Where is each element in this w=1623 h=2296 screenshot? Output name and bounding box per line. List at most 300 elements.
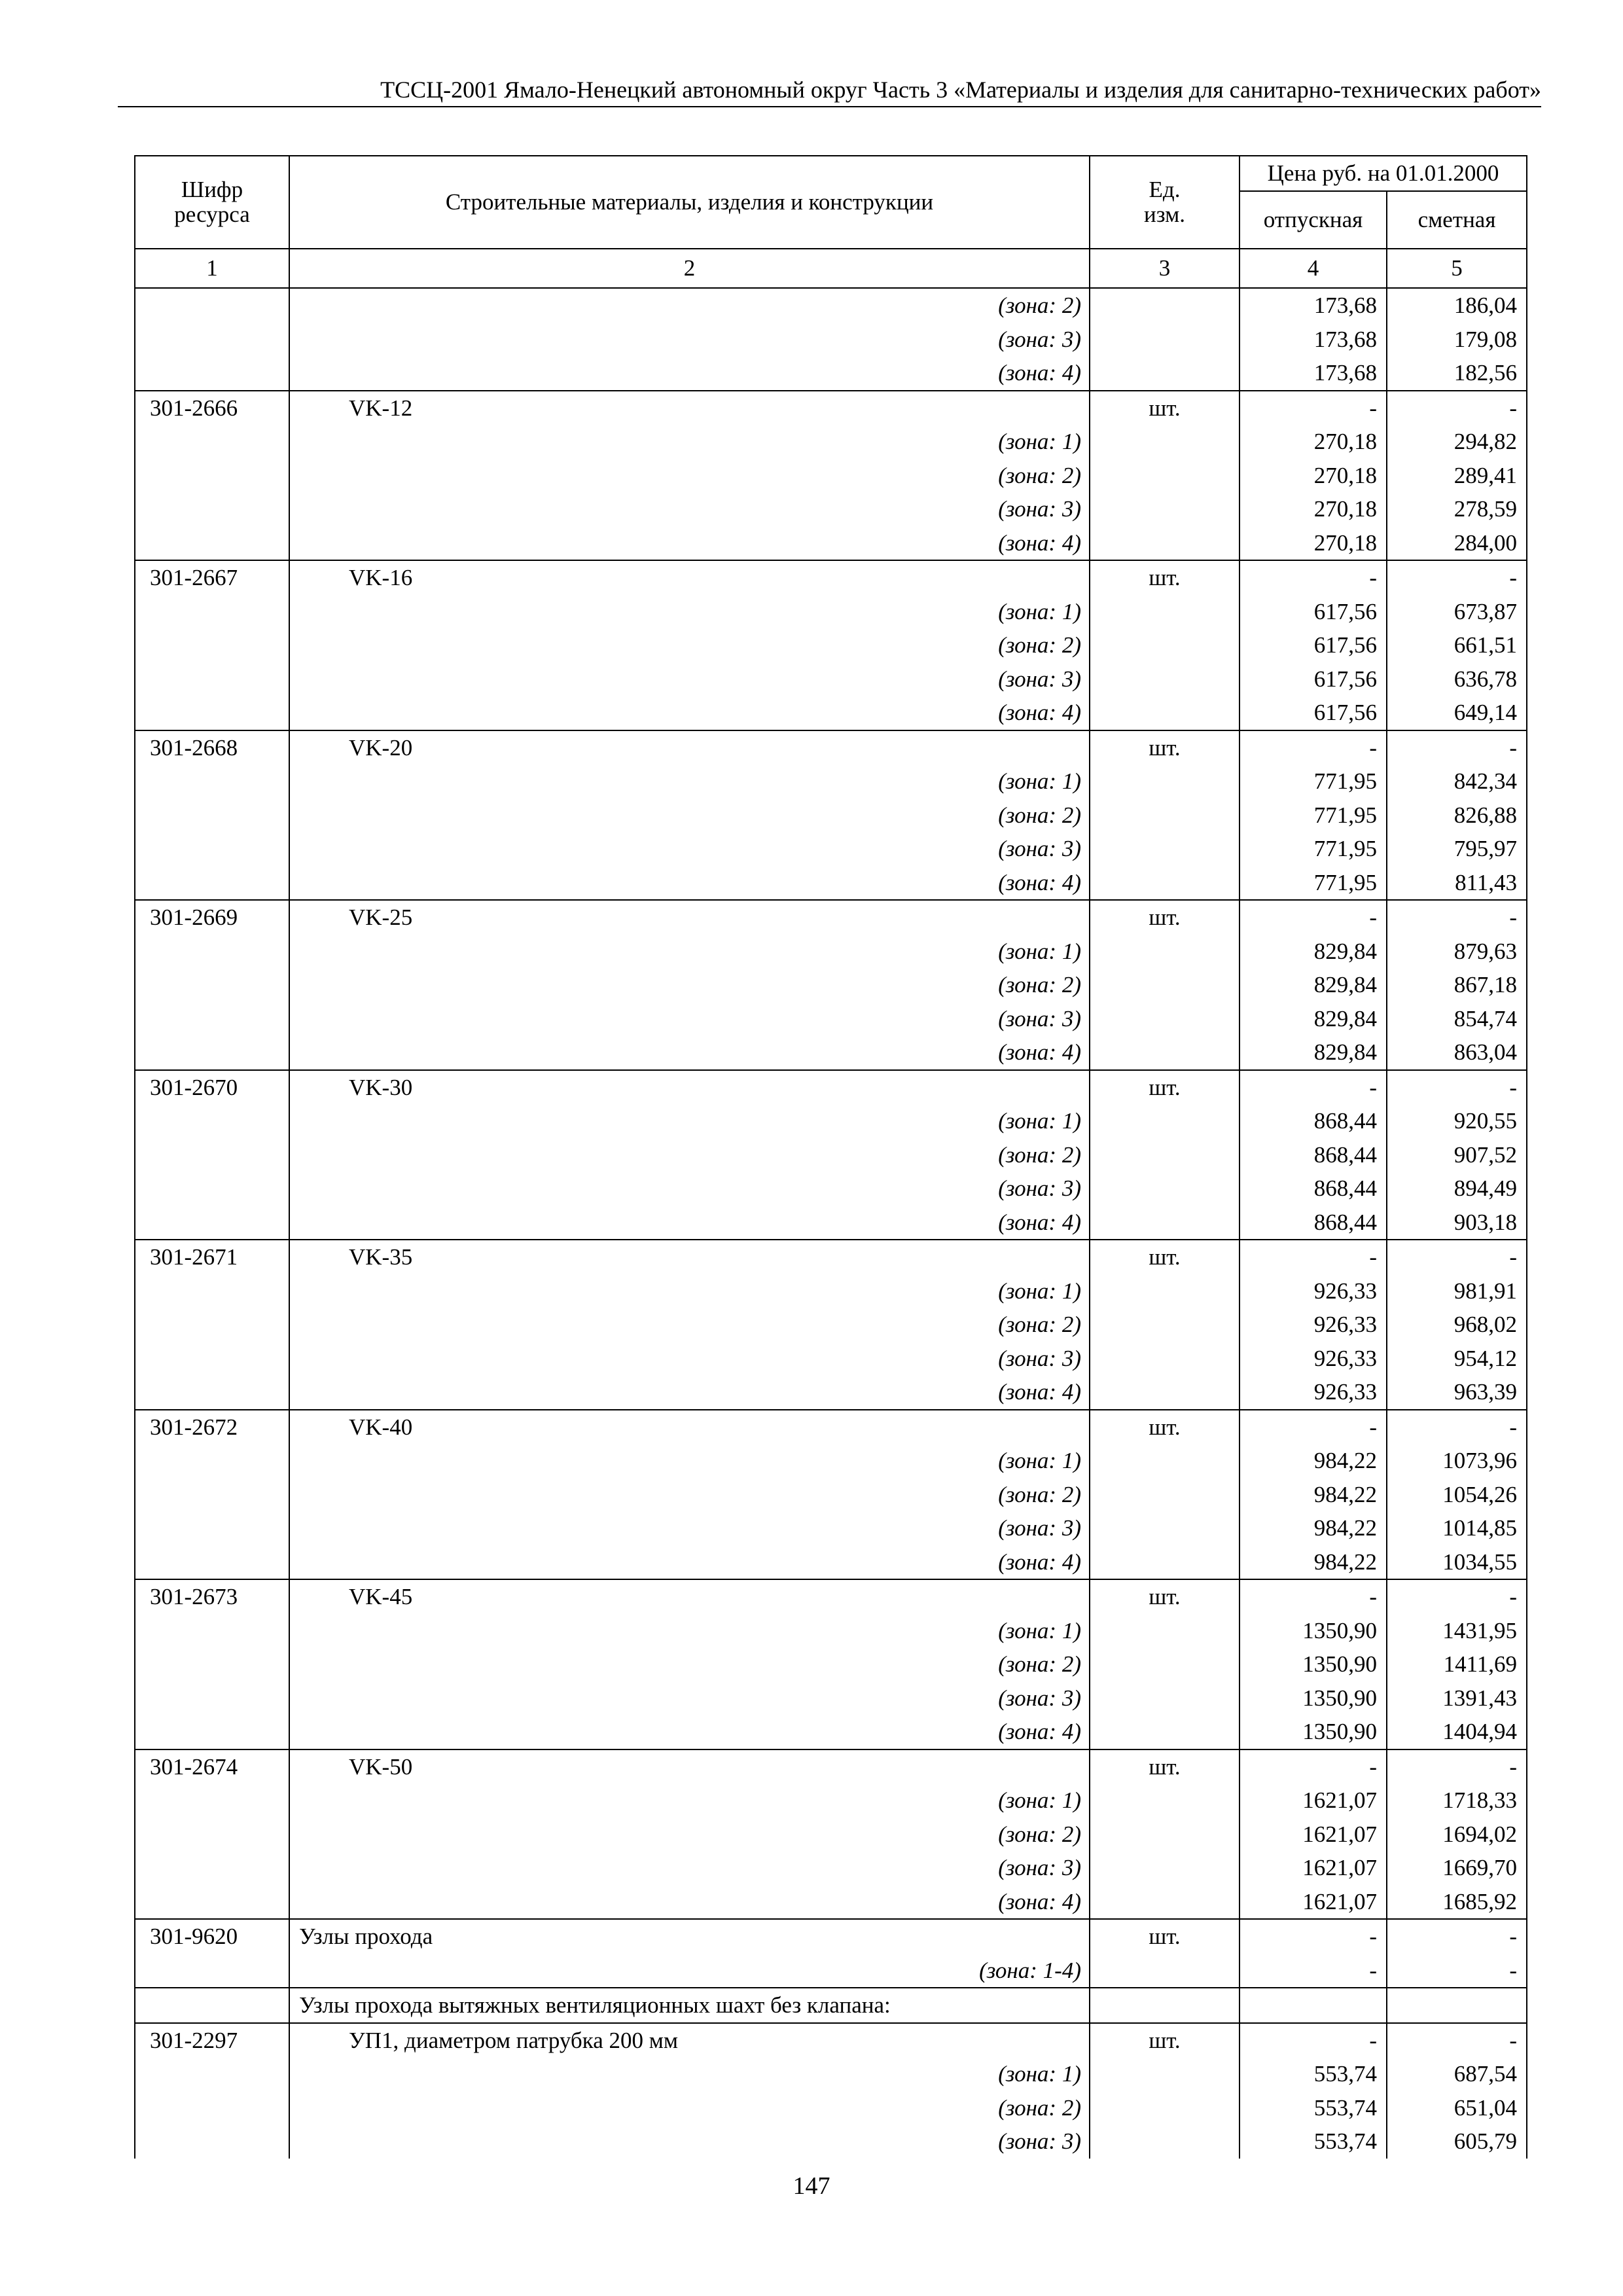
resource-code: 301-2666 xyxy=(135,391,289,425)
release-price: 1350,90 xyxy=(1240,1647,1387,1681)
estimate-price: - xyxy=(1387,1579,1527,1614)
zone-row xyxy=(135,595,1527,629)
zone-label: (зона: 3) xyxy=(289,662,1090,696)
estimate-price: 182,56 xyxy=(1387,356,1527,391)
zone-label: (зона: 1) xyxy=(289,1614,1090,1648)
zone-row xyxy=(135,1342,1527,1376)
resource-code: 301-2671 xyxy=(135,1240,289,1274)
column-number: 3 xyxy=(1090,249,1240,288)
release-price: - xyxy=(1240,730,1387,765)
item-name: VK-25 xyxy=(289,900,1090,935)
estimate-price: 1034,55 xyxy=(1387,1545,1527,1580)
zone-label: (зона: 2) xyxy=(289,798,1090,833)
estimate-price: 294,82 xyxy=(1387,425,1527,459)
unit-of-measure: шт. xyxy=(1090,730,1240,765)
release-price: 1621,07 xyxy=(1240,1784,1387,1818)
zone-row xyxy=(135,866,1527,901)
zone-row xyxy=(135,1885,1527,1920)
estimate-price: 854,74 xyxy=(1387,1002,1527,1036)
unit-cell xyxy=(1090,526,1240,561)
resource-code-cell xyxy=(135,1954,289,1988)
zone-row xyxy=(135,2091,1527,2125)
unit-cell xyxy=(1090,1885,1240,1920)
estimate-price: 186,04 xyxy=(1387,288,1527,323)
resource-code-cell xyxy=(135,1784,289,1818)
release-price: - xyxy=(1240,1070,1387,1105)
release-price: - xyxy=(1240,560,1387,595)
unit-cell xyxy=(1090,968,1240,1002)
zone-row xyxy=(135,1681,1527,1715)
estimate-price: 1718,33 xyxy=(1387,1784,1527,1818)
resource-code-cell xyxy=(135,1614,289,1648)
resource-code: 301-2670 xyxy=(135,1070,289,1105)
estimate-price: 863,04 xyxy=(1387,1035,1527,1070)
header-release-price: отпускная xyxy=(1240,191,1387,249)
unit-cell xyxy=(1090,866,1240,901)
resource-code-cell xyxy=(135,832,289,866)
zone-label: (зона: 3) xyxy=(289,1342,1090,1376)
resource-code-cell xyxy=(135,1885,289,1920)
zone-row xyxy=(135,288,1527,323)
zone-row xyxy=(135,1614,1527,1648)
zone-row xyxy=(135,1375,1527,1410)
estimate-price: - xyxy=(1387,391,1527,425)
estimate-price: 1411,69 xyxy=(1387,1647,1527,1681)
release-price: 926,33 xyxy=(1240,1274,1387,1308)
unit-cell xyxy=(1090,798,1240,833)
unit-cell xyxy=(1090,1172,1240,1206)
unit-cell xyxy=(1090,492,1240,526)
resource-code-cell xyxy=(135,1818,289,1852)
resource-code-cell xyxy=(135,1308,289,1342)
release-price: 771,95 xyxy=(1240,832,1387,866)
resource-code-cell xyxy=(135,595,289,629)
resource-code: 301-2667 xyxy=(135,560,289,595)
estimate-price: 1431,95 xyxy=(1387,1614,1527,1648)
price-table xyxy=(134,155,1527,2159)
zone-label: (зона: 4) xyxy=(289,356,1090,391)
zone-row xyxy=(135,459,1527,493)
zone-label: (зона: 2) xyxy=(289,1818,1090,1852)
zone-row xyxy=(135,1647,1527,1681)
resource-code-cell xyxy=(135,492,289,526)
zone-label: (зона: 3) xyxy=(289,1002,1090,1036)
unit-cell xyxy=(1090,459,1240,493)
resource-code-cell xyxy=(135,323,289,357)
unit-cell xyxy=(1090,696,1240,730)
zone-row xyxy=(135,1035,1527,1070)
estimate-price xyxy=(1387,1988,1527,2023)
zone-label: (зона: 3) xyxy=(289,1851,1090,1885)
estimate-price: - xyxy=(1387,1410,1527,1444)
unit-cell xyxy=(1090,288,1240,323)
zone-label: (зона: 1) xyxy=(289,935,1090,969)
resource-code-cell xyxy=(135,1206,289,1240)
column-number: 4 xyxy=(1240,249,1387,288)
zone-row xyxy=(135,323,1527,357)
zone-label: (зона: 3) xyxy=(289,492,1090,526)
zone-label: (зона: 1) xyxy=(289,2057,1090,2091)
resource-code-cell xyxy=(135,764,289,798)
release-price: 270,18 xyxy=(1240,459,1387,493)
zone-label: (зона: 4) xyxy=(289,1206,1090,1240)
unit-cell xyxy=(1090,1511,1240,1545)
resource-code-cell xyxy=(135,968,289,1002)
unit-cell xyxy=(1090,1614,1240,1648)
section-heading-row xyxy=(135,1988,1527,2023)
zone-row xyxy=(135,1851,1527,1885)
release-price: 868,44 xyxy=(1240,1206,1387,1240)
zone-label: (зона: 2) xyxy=(289,1647,1090,1681)
unit-cell xyxy=(1090,1851,1240,1885)
resource-code-cell xyxy=(135,1375,289,1410)
item-name: VK-40 xyxy=(289,1410,1090,1444)
resource-code-cell xyxy=(135,2091,289,2125)
estimate-price: 907,52 xyxy=(1387,1138,1527,1172)
release-price: 173,68 xyxy=(1240,356,1387,391)
zone-row xyxy=(135,1715,1527,1749)
zone-label: (зона: 1) xyxy=(289,1274,1090,1308)
zone-row xyxy=(135,1308,1527,1342)
unit-cell xyxy=(1090,764,1240,798)
item-name: VK-12 xyxy=(289,391,1090,425)
item-row xyxy=(135,1240,1527,1274)
zone-label: (зона: 2) xyxy=(289,968,1090,1002)
zone-label: (зона: 1) xyxy=(289,595,1090,629)
item-name: Узлы прохода xyxy=(289,1919,1090,1954)
zone-label: (зона: 2) xyxy=(289,2091,1090,2125)
unit-cell xyxy=(1090,2057,1240,2091)
resource-code-cell xyxy=(135,425,289,459)
estimate-price: 826,88 xyxy=(1387,798,1527,833)
release-price: 926,33 xyxy=(1240,1375,1387,1410)
estimate-price: - xyxy=(1387,1919,1527,1954)
resource-code: 301-2672 xyxy=(135,1410,289,1444)
estimate-price: 1685,92 xyxy=(1387,1885,1527,1920)
estimate-price: 649,14 xyxy=(1387,696,1527,730)
zone-row xyxy=(135,1545,1527,1580)
item-name: УП1, диаметром патрубка 200 мм xyxy=(289,2023,1090,2058)
resource-code-cell xyxy=(135,935,289,969)
release-price xyxy=(1240,1988,1387,2023)
release-price: 829,84 xyxy=(1240,968,1387,1002)
item-name: VK-35 xyxy=(289,1240,1090,1274)
release-price: 617,56 xyxy=(1240,595,1387,629)
zone-label: (зона: 4) xyxy=(289,866,1090,901)
zone-row xyxy=(135,526,1527,561)
estimate-price: 179,08 xyxy=(1387,323,1527,357)
item-row xyxy=(135,2023,1527,2058)
zone-row xyxy=(135,492,1527,526)
estimate-price: 963,39 xyxy=(1387,1375,1527,1410)
item-name: VK-50 xyxy=(289,1749,1090,1784)
zone-label: (зона: 1) xyxy=(289,764,1090,798)
unit-of-measure: шт. xyxy=(1090,900,1240,935)
zone-row xyxy=(135,1274,1527,1308)
estimate-price: 894,49 xyxy=(1387,1172,1527,1206)
release-price: 771,95 xyxy=(1240,866,1387,901)
release-price: - xyxy=(1240,1749,1387,1784)
resource-code-cell xyxy=(135,288,289,323)
release-price: - xyxy=(1240,2023,1387,2058)
release-price: 553,74 xyxy=(1240,2125,1387,2159)
item-row xyxy=(135,1579,1527,1614)
item-name: VK-45 xyxy=(289,1579,1090,1614)
zone-label: (зона: 2) xyxy=(289,1478,1090,1512)
item-name: VK-20 xyxy=(289,730,1090,765)
unit-of-measure: шт. xyxy=(1090,1070,1240,1105)
release-price: 270,18 xyxy=(1240,526,1387,561)
zone-label: (зона: 1) xyxy=(289,1104,1090,1138)
item-name: VK-30 xyxy=(289,1070,1090,1105)
resource-code-cell xyxy=(135,459,289,493)
zone-label: (зона: 4) xyxy=(289,696,1090,730)
zone-label: (зона: 3) xyxy=(289,1511,1090,1545)
zone-row xyxy=(135,1444,1527,1478)
zone-label: (зона: 3) xyxy=(289,1172,1090,1206)
release-price: 984,22 xyxy=(1240,1444,1387,1478)
estimate-price: 879,63 xyxy=(1387,935,1527,969)
release-price: 868,44 xyxy=(1240,1172,1387,1206)
unit-of-measure: шт. xyxy=(1090,1579,1240,1614)
resource-code-cell xyxy=(135,1342,289,1376)
release-price: 868,44 xyxy=(1240,1138,1387,1172)
unit-cell xyxy=(1090,1784,1240,1818)
resource-code: 301-2668 xyxy=(135,730,289,765)
header-unit: Ед. изм. xyxy=(1090,156,1240,249)
resource-code xyxy=(135,1988,289,2023)
release-price: 1621,07 xyxy=(1240,1818,1387,1852)
section-heading: Узлы прохода вытяжных вентиляционных шахт без клапана: xyxy=(289,1988,1090,2023)
unit-cell xyxy=(1090,1681,1240,1715)
item-row xyxy=(135,900,1527,935)
zone-row xyxy=(135,798,1527,833)
unit-cell xyxy=(1090,1375,1240,1410)
estimate-price: 981,91 xyxy=(1387,1274,1527,1308)
unit-of-measure: шт. xyxy=(1090,1919,1240,1954)
unit-of-measure: шт. xyxy=(1090,1410,1240,1444)
resource-code-cell xyxy=(135,1104,289,1138)
zone-label: (зона: 1) xyxy=(289,1784,1090,1818)
release-price: 771,95 xyxy=(1240,798,1387,833)
unit-cell xyxy=(1090,1274,1240,1308)
release-price: 1350,90 xyxy=(1240,1715,1387,1749)
estimate-price: 651,04 xyxy=(1387,2091,1527,2125)
release-price: 771,95 xyxy=(1240,764,1387,798)
resource-code-cell xyxy=(135,798,289,833)
unit-cell xyxy=(1090,1035,1240,1070)
unit-of-measure xyxy=(1090,1988,1240,2023)
estimate-price: 867,18 xyxy=(1387,968,1527,1002)
resource-code-cell xyxy=(135,1172,289,1206)
estimate-price: 278,59 xyxy=(1387,492,1527,526)
estimate-price: 1391,43 xyxy=(1387,1681,1527,1715)
header-price-group: Цена руб. на 01.01.2000 xyxy=(1240,156,1527,191)
table-body xyxy=(135,288,1527,2159)
unit-cell xyxy=(1090,628,1240,662)
estimate-price: 954,12 xyxy=(1387,1342,1527,1376)
resource-code-cell xyxy=(135,526,289,561)
release-price: 270,18 xyxy=(1240,425,1387,459)
zone-row xyxy=(135,1206,1527,1240)
zone-label: (зона: 4) xyxy=(289,1715,1090,1749)
unit-cell xyxy=(1090,1478,1240,1512)
release-price: 829,84 xyxy=(1240,1002,1387,1036)
resource-code-cell xyxy=(135,662,289,696)
zone-row xyxy=(135,628,1527,662)
zone-label: (зона: 3) xyxy=(289,832,1090,866)
unit-cell xyxy=(1090,1954,1240,1988)
release-price: 984,22 xyxy=(1240,1511,1387,1545)
estimate-price: 811,43 xyxy=(1387,866,1527,901)
zone-label: (зона: 2) xyxy=(289,628,1090,662)
estimate-price: 661,51 xyxy=(1387,628,1527,662)
estimate-price: 842,34 xyxy=(1387,764,1527,798)
item-row xyxy=(135,391,1527,425)
unit-cell xyxy=(1090,1545,1240,1580)
resource-code-cell xyxy=(135,1444,289,1478)
column-number: 5 xyxy=(1387,249,1527,288)
release-price: - xyxy=(1240,1919,1387,1954)
unit-of-measure: шт. xyxy=(1090,1240,1240,1274)
zone-row xyxy=(135,968,1527,1002)
zone-row xyxy=(135,764,1527,798)
estimate-price: 1073,96 xyxy=(1387,1444,1527,1478)
resource-code-cell xyxy=(135,1851,289,1885)
estimate-price: 1404,94 xyxy=(1387,1715,1527,1749)
zone-row xyxy=(135,1002,1527,1036)
resource-code-cell xyxy=(135,1715,289,1749)
resource-code: 301-2297 xyxy=(135,2023,289,2058)
unit-of-measure: шт. xyxy=(1090,2023,1240,2058)
release-price: 868,44 xyxy=(1240,1104,1387,1138)
resource-code-cell xyxy=(135,1138,289,1172)
zone-row xyxy=(135,425,1527,459)
estimate-price: 605,79 xyxy=(1387,2125,1527,2159)
unit-cell xyxy=(1090,1138,1240,1172)
column-number: 2 xyxy=(289,249,1090,288)
unit-cell xyxy=(1090,1818,1240,1852)
resource-code-cell xyxy=(135,1647,289,1681)
estimate-price: 1669,70 xyxy=(1387,1851,1527,1885)
resource-code-cell xyxy=(135,1274,289,1308)
item-row xyxy=(135,1749,1527,1784)
release-price: 1350,90 xyxy=(1240,1681,1387,1715)
zone-row xyxy=(135,662,1527,696)
estimate-price: - xyxy=(1387,1240,1527,1274)
release-price: 553,74 xyxy=(1240,2057,1387,2091)
zone-label: (зона: 2) xyxy=(289,288,1090,323)
zone-label: (зона: 1-4) xyxy=(289,1954,1090,1988)
item-row xyxy=(135,1070,1527,1105)
resource-code-cell xyxy=(135,628,289,662)
zone-row xyxy=(135,1138,1527,1172)
release-price: 617,56 xyxy=(1240,696,1387,730)
header-name: Строительные материалы, изделия и конструкции xyxy=(289,156,1090,249)
release-price: - xyxy=(1240,1240,1387,1274)
release-price: - xyxy=(1240,391,1387,425)
estimate-price: 284,00 xyxy=(1387,526,1527,561)
item-row xyxy=(135,1919,1527,1954)
resource-code-cell xyxy=(135,2125,289,2159)
unit-cell xyxy=(1090,595,1240,629)
resource-code: 301-9620 xyxy=(135,1919,289,1954)
zone-row xyxy=(135,832,1527,866)
release-price: 173,68 xyxy=(1240,288,1387,323)
estimate-price: 903,18 xyxy=(1387,1206,1527,1240)
running-header: ТССЦ-2001 Ямало-Ненецкий автономный округ Часть 3 «Материалы и изделия для санитарно-технических работ» xyxy=(118,73,1541,107)
estimate-price: 636,78 xyxy=(1387,662,1527,696)
resource-code: 301-2669 xyxy=(135,900,289,935)
release-price: 270,18 xyxy=(1240,492,1387,526)
resource-code: 301-2673 xyxy=(135,1579,289,1614)
resource-code-cell xyxy=(135,696,289,730)
estimate-price: 1014,85 xyxy=(1387,1511,1527,1545)
resource-code-cell xyxy=(135,1545,289,1580)
release-price: 1350,90 xyxy=(1240,1614,1387,1648)
estimate-price: 920,55 xyxy=(1387,1104,1527,1138)
zone-row xyxy=(135,2125,1527,2159)
release-price: 829,84 xyxy=(1240,1035,1387,1070)
zone-label: (зона: 2) xyxy=(289,459,1090,493)
estimate-price: - xyxy=(1387,1070,1527,1105)
estimate-price: - xyxy=(1387,1954,1527,1988)
item-row xyxy=(135,560,1527,595)
resource-code-cell xyxy=(135,1681,289,1715)
estimate-price: 687,54 xyxy=(1387,2057,1527,2091)
unit-cell xyxy=(1090,1444,1240,1478)
release-price: 617,56 xyxy=(1240,628,1387,662)
zone-label: (зона: 4) xyxy=(289,1375,1090,1410)
estimate-price: - xyxy=(1387,730,1527,765)
zone-row xyxy=(135,935,1527,969)
zone-row xyxy=(135,2057,1527,2091)
unit-cell xyxy=(1090,1342,1240,1376)
estimate-price: 673,87 xyxy=(1387,595,1527,629)
release-price: - xyxy=(1240,1579,1387,1614)
zone-label: (зона: 2) xyxy=(289,1308,1090,1342)
release-price: - xyxy=(1240,1954,1387,1988)
zone-row xyxy=(135,1104,1527,1138)
zone-label: (зона: 4) xyxy=(289,526,1090,561)
zone-row xyxy=(135,1784,1527,1818)
zone-row xyxy=(135,1478,1527,1512)
zone-row xyxy=(135,1818,1527,1852)
unit-cell xyxy=(1090,1715,1240,1749)
zone-label: (зона: 3) xyxy=(289,1681,1090,1715)
unit-of-measure: шт. xyxy=(1090,1749,1240,1784)
release-price: 1621,07 xyxy=(1240,1885,1387,1920)
release-price: 1621,07 xyxy=(1240,1851,1387,1885)
release-price: - xyxy=(1240,900,1387,935)
release-price: 926,33 xyxy=(1240,1342,1387,1376)
resource-code-cell xyxy=(135,1035,289,1070)
resource-code-cell xyxy=(135,1478,289,1512)
unit-cell xyxy=(1090,356,1240,391)
zone-label: (зона: 1) xyxy=(289,1444,1090,1478)
estimate-price: 1054,26 xyxy=(1387,1478,1527,1512)
resource-code-cell xyxy=(135,866,289,901)
unit-cell xyxy=(1090,1002,1240,1036)
unit-cell xyxy=(1090,1104,1240,1138)
estimate-price: 795,97 xyxy=(1387,832,1527,866)
zone-row xyxy=(135,1172,1527,1206)
estimate-price: 289,41 xyxy=(1387,459,1527,493)
zone-row xyxy=(135,1511,1527,1545)
page-number: 147 xyxy=(793,2172,830,2200)
header-code: Шифр ресурса xyxy=(135,156,289,249)
zone-label: (зона: 3) xyxy=(289,2125,1090,2159)
